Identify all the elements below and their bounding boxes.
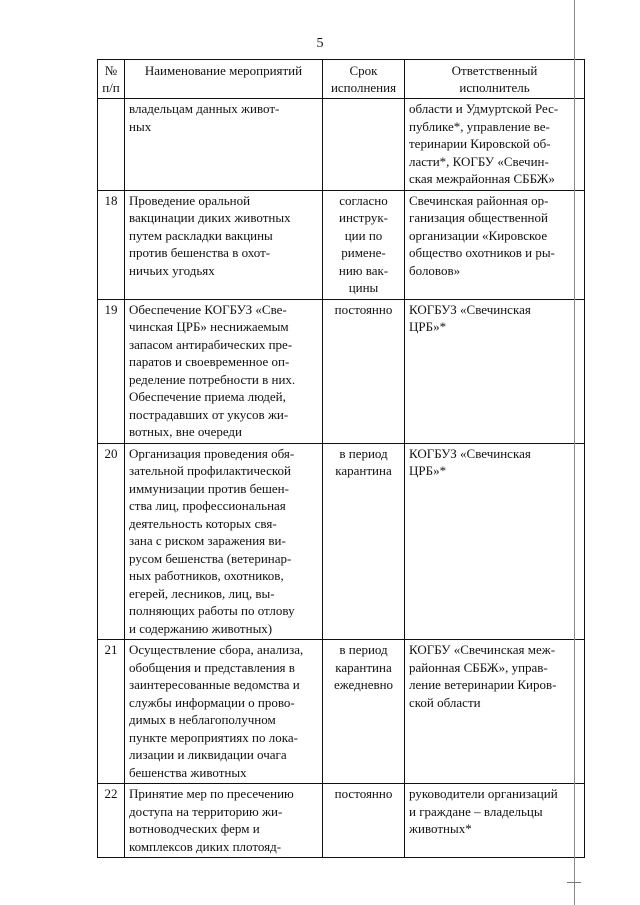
measure-term: в период карантина ежедневно (323, 640, 405, 784)
measure-term (323, 99, 405, 191)
measure-term: постоянно (323, 784, 405, 858)
table-row (98, 784, 585, 858)
table-header-row (98, 60, 585, 99)
measure-name: Обеспечение КОГБУЗ «Све- чинская ЦРБ» неснижаемым запасом антирабических пре- паратов и своевременное оп- ределение потребности в них. Обеспечение приема людей, пострадавших от укусов жи- вотных, вне очереди (125, 299, 323, 443)
header-name: Наименование мероприятий (125, 60, 323, 99)
measure-name: Организация проведения обя- зательной профилактической иммунизации против бешен- ства лиц, профессиональная деятельность которых свя- зана с риском заражения ви- русом бешенства (ветеринар- ных работников, охотников, егерей, лесников, лиц, вы- полняющих работы по отлову и содержанию животных) (125, 443, 323, 640)
measure-term: постоянно (323, 299, 405, 443)
measures-table (97, 59, 585, 858)
measure-name: владельцам данных живот- ных (125, 99, 323, 191)
measure-responsible: руководители организаций и граждане – владельцы животных* (405, 784, 585, 858)
measure-responsible: КОГБУЗ «Свечинская ЦРБ»* (405, 299, 585, 443)
measure-term: согласно инструк- ции по римене- нию вак- цины (323, 190, 405, 299)
header-term: Срок исполнения (323, 60, 405, 99)
measure-responsible: области и Удмуртской Рес- публике*, управление ве- теринарии Кировской об- ласти*, КОГБУ «Свечин- ская межрайонная СББЖ» (405, 99, 585, 191)
measure-name: Осуществление сбора, анализа, обобщения и представления в заинтересованные ведомства и службы информации о прово- димых в неблагополучном пункте мероприятиях по лока- лизации и ликвидации очага бешенства животных (125, 640, 323, 784)
scan-margin-mark (567, 882, 581, 883)
table-row (98, 640, 585, 784)
row-number: 19 (98, 299, 125, 443)
page-number: 5 (316, 36, 324, 51)
measure-responsible: Свечинская районная ор- ганизация общественной организации «Кировское общество охотников и ры- боловов» (405, 190, 585, 299)
table-row (98, 190, 585, 299)
row-number: 22 (98, 784, 125, 858)
header-num: № п/п (98, 60, 125, 99)
table-row (98, 299, 585, 443)
row-number: 20 (98, 443, 125, 640)
scan-margin-line (574, 0, 575, 905)
header-resp: Ответственный исполнитель (405, 60, 585, 99)
measure-name: Принятие мер по пресечению доступа на территорию жи- вотноводческих ферм и комплексов диких плотояд- (125, 784, 323, 858)
measure-name: Проведение оральной вакцинации диких животных путем раскладки вакцины против бешенства в охот- ничьих угодьях (125, 190, 323, 299)
row-number: 21 (98, 640, 125, 784)
measure-term: в период карантина (323, 443, 405, 640)
row-number: 18 (98, 190, 125, 299)
measure-responsible: КОГБУЗ «Свечинская ЦРБ»* (405, 443, 585, 640)
measure-responsible: КОГБУ «Свечинская меж- районная СББЖ», управ- ление ветеринарии Киров- ской области (405, 640, 585, 784)
table-row (98, 443, 585, 640)
table-row (98, 99, 585, 191)
row-number (98, 99, 125, 191)
